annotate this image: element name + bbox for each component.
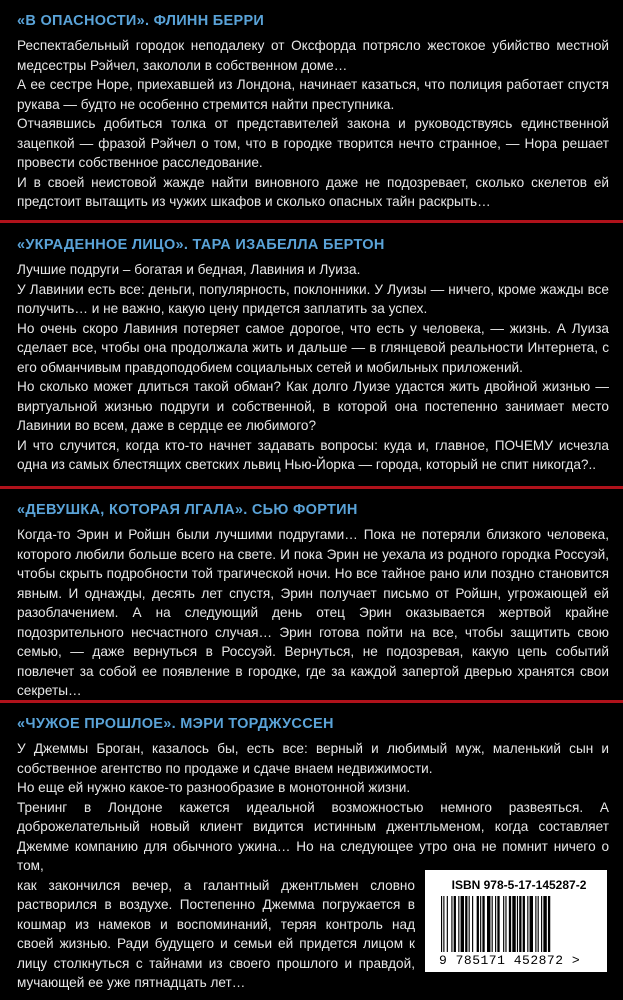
barcode-stripe [443, 896, 444, 952]
barcode-stripe [480, 896, 481, 952]
paragraph: Респектабельный городок неподалеку от Оксфорда потрясло жестокое убийство местной медсестры Рэйчел, закололи в собственном доме… [17, 38, 609, 73]
paragraph: Лучшие подруги – богатая и бедная, Лавиния и Луиза. [17, 262, 361, 277]
barcode-stripe [469, 896, 470, 952]
barcode-digits: 9 785171 452872 > [439, 953, 581, 968]
barcode-stripe [519, 896, 521, 952]
barcode-stripe [505, 896, 506, 952]
barcode-stripe [517, 896, 518, 952]
paragraph: Но очень скоро Лавиния потеряет самое дорогое, что есть у человека, — жизнь. А Луиза сделает все, чтобы она продолжала жить и дальше — в глянцевой реальности Интернета, с его обманчивым правдоподобием социальных сетей и мобильных приложений. [17, 320, 609, 375]
barcode-stripe [535, 896, 536, 952]
paragraph: Отчаявшись добиться толка от представителей закона и руководствуясь единственной зацепкой — фразой Рэйчел о том, что в городке творится нечто странное, — Нора решает провести собственное расследование. [17, 116, 609, 170]
barcode-stripe [497, 896, 499, 952]
annotation-section-2 [17, 236, 609, 475]
barcode-stripe [458, 896, 459, 952]
barcode-stripe [543, 896, 546, 952]
annotation-section-1 [17, 12, 609, 212]
section-divider [0, 700, 623, 703]
isbn-label: ISBN 978-5-17-145287-2 [451, 878, 587, 892]
paragraph: Но сколько может длиться такой обман? Как долго Луизе удастся жить двойной жизнью — виртуальной жизнью подруги и собственной, в которой она постепенно занимает место Лавинии во всем, даже в сердце ее любимого? [17, 379, 609, 433]
isbn-barcode-block [425, 870, 607, 972]
barcode-stripe [482, 896, 484, 952]
paragraph: Когда-то Эрин и Ройшн были лучшими подругами… Пока не потеряли близкого человека, которого любили больше всего на свете. И пока Эрин не уехала из родного городка Россуэй, чтобы скрыть подробности той трагической ночи. Но все тайное рано или поздно становится явным. И однажды, десять лет спустя, Эрин получает письмо от Ройшн, угрожающей ей разоблачением. А на следующий день отец Эрин оказывается жертвой крайне подозрительного несчастного случая… Эрин готова пойти на все, чтобы защитить свою семью, — даже вернуться в Россуэй. Вернуться, не подозревая, какую цепь событий повлечет за собой ее появление в городке, где за каждой запертой дверью хранятся свои секреты… [17, 527, 609, 698]
paragraph: У Джеммы Броган, казалось бы, есть все: верный и любимый муж, маленький сын и собственное агентство по продаже и сдаче внаем недвижимости. [17, 741, 609, 776]
paragraph: И что случится, когда кто-то начнет задавать вопросы: куда и, главное, ПОЧЕМУ исчезла одна из самых блестящих светских львиц Нью-Йорка — города, который не спит никогда?.. [17, 437, 609, 472]
paragraph: И в своей неистовой жажде найти виновного даже не подозревает, сколько скелетов ей предстоит вытащить из чужих шкафов и сколько опасных тайн раскрыть… [17, 174, 609, 209]
barcode-stripe [472, 896, 473, 952]
barcode-stripe [487, 896, 490, 952]
section-title: «УКРАДЕННОЕ ЛИЦО». ТАРА ИЗАБЕЛЛА БЕРТОН [17, 237, 385, 253]
section-title: «В ОПАСНОСТИ». ФЛИНН БЕРРИ [17, 13, 265, 29]
barcode-stripe [512, 896, 515, 952]
barcode-stripe [503, 896, 504, 952]
barcode-stripe [530, 896, 533, 952]
barcode-stripe [541, 896, 542, 952]
barcode-stripe [527, 896, 528, 952]
barcode-stripe [454, 896, 456, 952]
section-divider [0, 220, 623, 223]
annotation-section-3 [17, 501, 609, 701]
paragraph: Тренинг в Лондоне кажется идеальной возможностью немного развеяться. А доброжелательный новый клиент видится истинным джентльменом, когда составляет Джемме компанию для обычного ужина… Но на следующее утро она не помнит ничего о том, [17, 799, 609, 873]
barcode-stripe [461, 896, 464, 952]
paragraph: как закончился вечер, а галантный джентльмен словно растворился в воздухе. Постепенно Джемма погружается в кошмар из намеков и воспоминаний, теряя контроль над своей жизнью. Ради будущего и семьи ей придется лицом к лицу столкнуться с тайнами из своего прошлого и правдой, мучающей ее уже пятнадцать лет… [17, 877, 415, 990]
section-title: «ЧУЖОЕ ПРОШЛОЕ». МЭРИ ТОРДЖУССЕН [17, 716, 334, 732]
barcode-stripe [451, 896, 452, 952]
barcode-stripe [523, 896, 525, 952]
paragraph: Но еще ей нужно какое-то разнообразие в монотонной жизни. [17, 780, 411, 795]
paragraph: А ее сестре Норе, приехавшей из Лондона, начинает казаться, что полиция работает спустя рукава — будто не особенно стремится найти преступника. [17, 77, 609, 112]
barcode-stripe [441, 896, 442, 952]
barcode-stripe [548, 896, 550, 952]
barcode-stripe [465, 896, 467, 952]
barcode-stripe [495, 896, 496, 952]
section-title: «ДЕВУШКА, КОТОРАЯ ЛГАЛА». СЬЮ ФОРТИН [17, 502, 358, 518]
paragraph: У Лавинии есть все: деньги, популярность, поклонники. У Луизы — ничего, кроме жажды все получить… и не важно, какую цену придется заплатить за успех. [17, 281, 609, 316]
section-divider [0, 486, 623, 489]
barcode-stripe [509, 896, 511, 952]
barcode-stripe [538, 896, 539, 952]
barcode-stripe [492, 896, 493, 952]
barcode-stripe [477, 896, 479, 952]
barcode-stripe [447, 896, 448, 952]
barcode-icon [439, 896, 599, 952]
